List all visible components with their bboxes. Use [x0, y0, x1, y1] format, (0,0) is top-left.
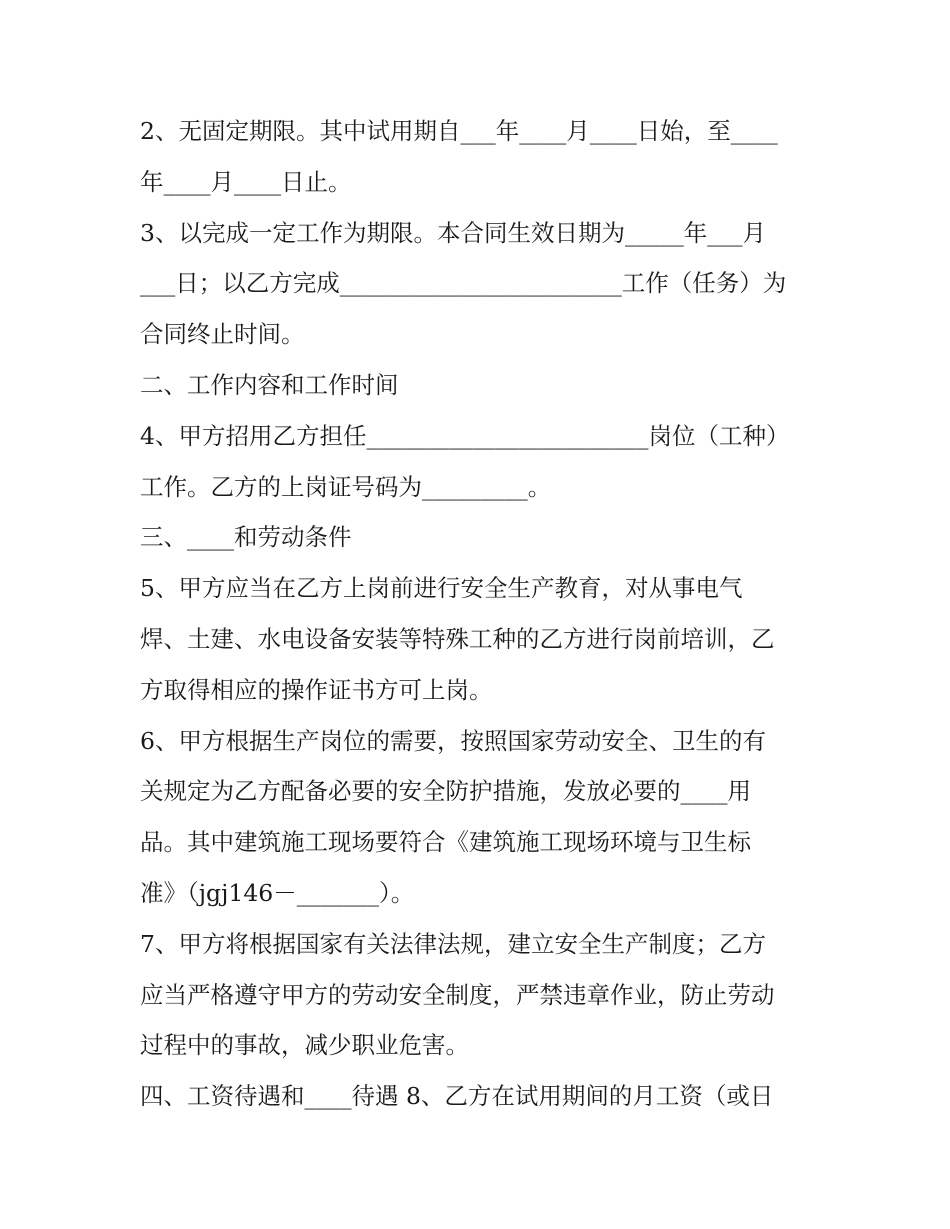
text-line: 过程中的事故，减少职业危害。	[140, 1031, 469, 1060]
text-line: 年____月____日止。	[140, 167, 352, 196]
section-heading: 三、____和劳动条件	[140, 523, 352, 552]
text-line: 品。其中建筑施工现场要符合《建筑施工现场环境与卫生标	[140, 828, 751, 857]
text-line: 方取得相应的操作证书方可上岗。	[140, 675, 493, 704]
text-line: ___日；以乙方完成________________________工作（任务）为	[140, 269, 787, 298]
text-line: 准》（jgj146－_______）。	[140, 878, 415, 907]
section-heading: 二、工作内容和工作时间	[140, 370, 399, 399]
text-line: 6、甲方根据生产岗位的需要，按照国家劳动安全、卫生的有	[140, 726, 766, 755]
text-line: 合同终止时间。	[140, 320, 305, 349]
text-line: 焊、土建、水电设备安装等特殊工种的乙方进行岗前培训，乙	[140, 624, 775, 653]
section-heading: 四、工资待遇和____待遇 8、乙方在试用期间的月工资（或日	[140, 1082, 774, 1111]
text-line: 关规定为乙方配备必要的安全防护措施，发放必要的____用	[140, 777, 751, 806]
text-line: 2、无固定期限。其中试用期自___年____月____日始，至____	[140, 117, 778, 145]
text-line: 7、甲方将根据国家有关法律法规，建立安全生产制度；乙方	[140, 929, 766, 958]
text-line: 应当严格遵守甲方的劳动安全制度，严禁违章作业，防止劳动	[140, 980, 775, 1009]
text-line: 5、甲方应当在乙方上岗前进行安全生产教育，对从事电气	[140, 574, 743, 603]
text-line: 4、甲方招用乙方担任________________________岗位（工种）	[140, 421, 790, 450]
document-body	[140, 106, 820, 1122]
text-line: 工作。乙方的上岗证号码为_________。	[140, 472, 552, 501]
text-line: 3、以完成一定工作为期限。本合同生效日期为_____年___月	[140, 218, 766, 247]
